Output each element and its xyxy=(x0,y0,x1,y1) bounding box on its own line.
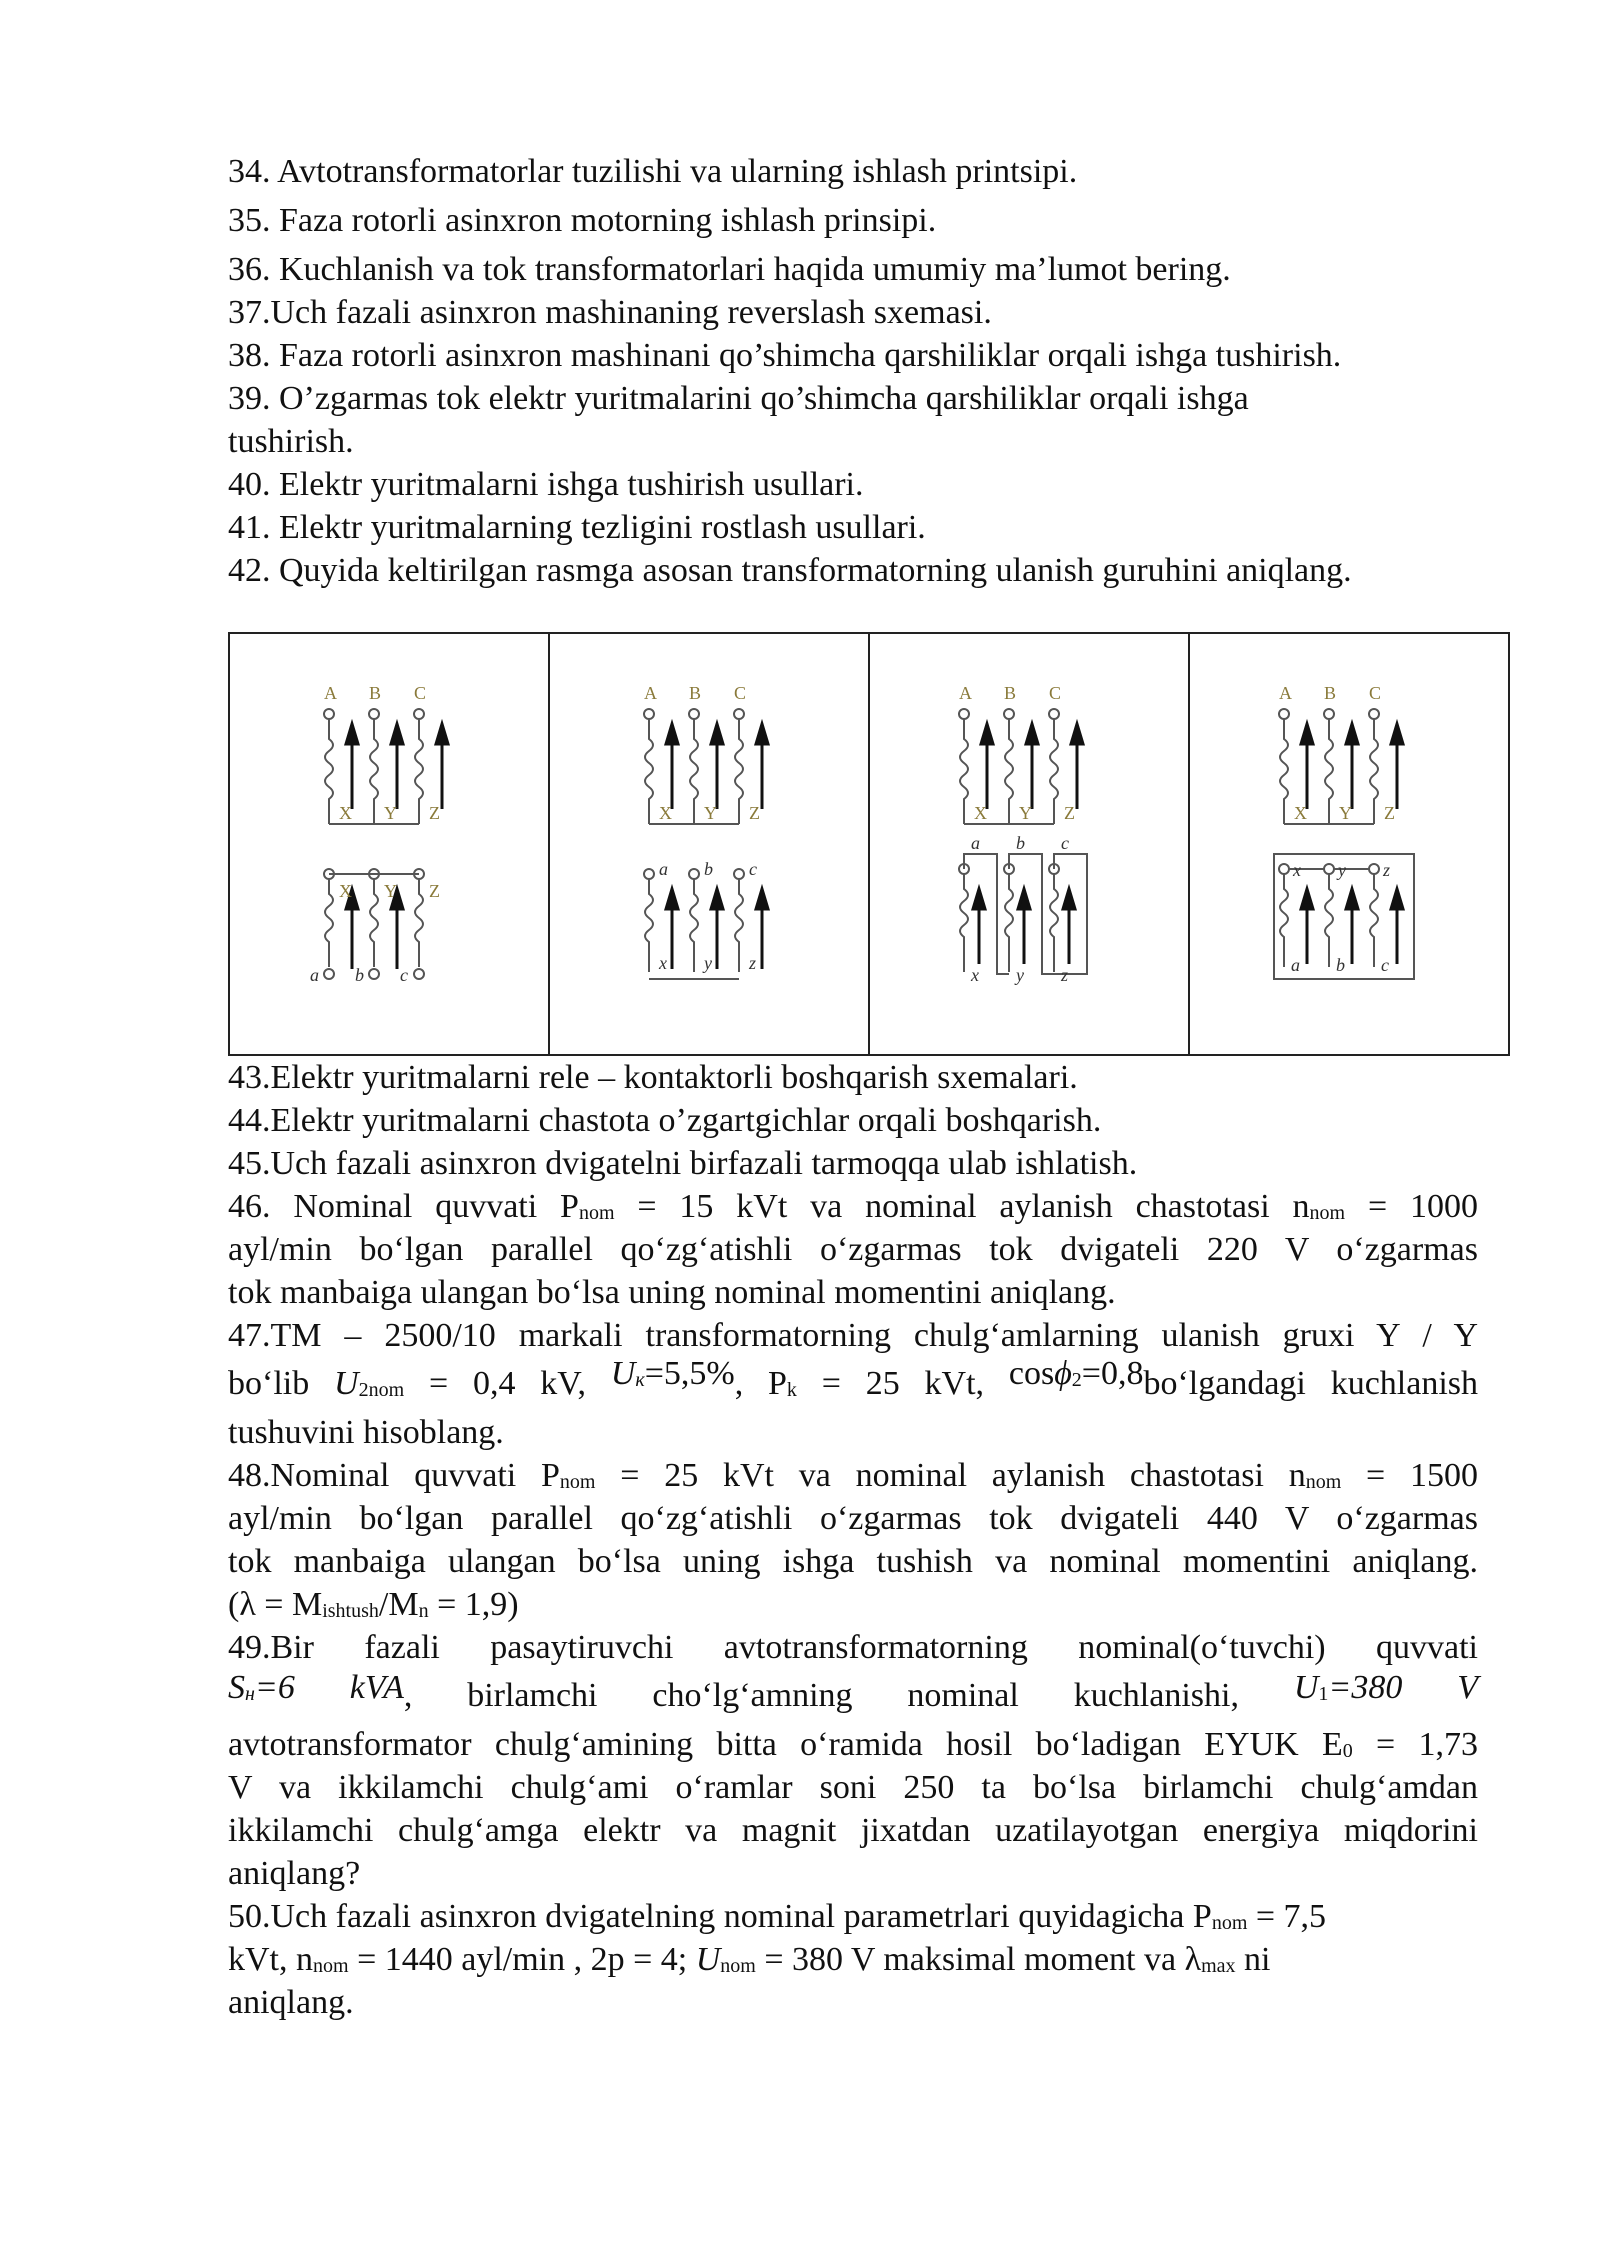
label-c: c xyxy=(749,859,757,879)
math-var: U xyxy=(610,1355,636,1392)
math-value: =5,5% xyxy=(644,1355,735,1392)
arrows-top xyxy=(981,724,1083,809)
label-b: b xyxy=(355,965,364,985)
math-var: ϕ xyxy=(1054,1355,1072,1392)
text: = 380 V maksimal moment va λ xyxy=(755,1941,1202,1978)
label-b: b xyxy=(1016,833,1025,853)
text: bo‘lgandagi kuchlanish xyxy=(1143,1365,1478,1402)
label-Z2: Z xyxy=(429,881,440,901)
label-z: z xyxy=(1383,860,1391,880)
text: = 25 kVt, xyxy=(796,1365,1009,1402)
label-B: B xyxy=(1324,683,1337,703)
label-A: A xyxy=(959,683,972,703)
arrows-bottom xyxy=(1301,889,1403,964)
arrows-bottom xyxy=(973,889,1075,964)
text: = 1000 xyxy=(1345,1188,1478,1225)
label-C: C xyxy=(1369,683,1382,703)
label-C: C xyxy=(414,683,427,703)
text: 48.Nominal quvvati P xyxy=(228,1457,560,1494)
text: , P xyxy=(734,1365,787,1402)
primary-labels xyxy=(324,683,426,703)
q48-line-3: tok manbaiga ulangan bo‘lsa uning ishga tushish va nominal momentini aniqlang. xyxy=(228,1543,1478,1580)
questions-list-mid xyxy=(228,1056,1478,1185)
q46-line-3: tok manbaiga ulangan bo‘lsa uning nominal momentini aniqlang. xyxy=(228,1274,1116,1311)
math-value: =6 kVA xyxy=(254,1669,404,1706)
q48-line-4 xyxy=(228,1583,1478,1626)
label-x: x xyxy=(659,953,667,973)
label-x: x xyxy=(971,965,979,985)
diagram-cell-2 xyxy=(549,633,869,1055)
list-item: 40. Elektr yuritmalarni ishga tushirish usullari. xyxy=(228,466,864,503)
label-a: a xyxy=(659,859,668,879)
q50-line-3: aniqlang. xyxy=(228,1984,354,2021)
subscript: nom xyxy=(559,1471,596,1493)
primary-labels xyxy=(1279,683,1381,703)
label-c: c xyxy=(1381,955,1389,975)
diagram-1 xyxy=(310,669,464,1019)
text: = 25 kVt va nominal aylanish chastotasi n xyxy=(595,1457,1306,1494)
subscript: 0 xyxy=(1342,1740,1353,1762)
subscript: nom xyxy=(1309,1202,1346,1224)
text: kVt, n xyxy=(228,1941,313,1978)
list-item: 45.Uch fazali asinxron dvigatelni birfazali tarmoqqa ulab ishlatish. xyxy=(228,1145,1138,1182)
text: (λ = M xyxy=(228,1586,323,1623)
subscript: 2 xyxy=(1071,1369,1082,1391)
q49-line-3 xyxy=(228,1723,1478,1766)
label-Z: Z xyxy=(1064,803,1075,823)
primary-end-labels xyxy=(1294,803,1395,823)
label-y: y xyxy=(1016,965,1024,985)
label-Y: Y xyxy=(1339,803,1352,823)
question-46 xyxy=(228,1185,1478,1314)
text: 50.Uch fazali asinxron dvigatelning nominal parametrlari quyidagicha P xyxy=(228,1898,1212,1935)
list-item: 35. Faza rotorli asinxron motorning ishlash prinsipi. xyxy=(228,202,937,239)
arrows-top xyxy=(346,724,448,809)
text: , birlamchi cho‘lg‘amning nominal kuchlanishi, xyxy=(403,1677,1239,1714)
label-c: c xyxy=(400,965,408,985)
label-x: x xyxy=(1293,860,1301,880)
subscript: nom xyxy=(720,1955,756,1977)
subscript: nom xyxy=(1305,1471,1342,1493)
q50-line-2 xyxy=(228,1938,1478,1981)
text: = 7,5 xyxy=(1247,1898,1327,1935)
list-item: 39. O’zgarmas tok elektr yuritmalarini qo’shimcha qarshiliklar orqali ishga xyxy=(228,380,1249,417)
q47-line-3: tushuvini hisoblang. xyxy=(228,1414,504,1451)
math-value: =0,8 xyxy=(1081,1355,1144,1392)
list-item: 42. Quyida keltirilgan rasmga asosan transformatorning ulanish guruhini aniqlang. xyxy=(228,552,1352,589)
transformer-diagrams-table xyxy=(228,632,1510,1056)
label-a: a xyxy=(1291,955,1300,975)
label-X: X xyxy=(339,803,352,823)
label-a: a xyxy=(971,833,980,853)
question-47 xyxy=(228,1314,1478,1454)
q46-line-1 xyxy=(228,1185,1478,1228)
text: bo‘lib xyxy=(228,1365,335,1402)
document-page xyxy=(228,150,1478,2024)
q47-line-2 xyxy=(228,1357,1478,1411)
list-item: 44.Elektr yuritmalarni chastota o’zgartgichlar orqali boshqarish. xyxy=(228,1102,1102,1139)
math-var: U xyxy=(695,1941,721,1978)
label-y: y xyxy=(704,953,712,973)
subscript: k xyxy=(786,1379,797,1401)
math-func: cos xyxy=(1008,1355,1055,1392)
label-Y: Y xyxy=(704,803,717,823)
q48-line-1 xyxy=(228,1454,1478,1497)
q49-line-5: ikkilamchi chulg‘amga elektr va magnit jixatdan uzatilayotgan energiya miqdorini xyxy=(228,1812,1478,1849)
label-a: a xyxy=(310,965,319,985)
text: = 1440 ayl/min , 2p = 4; xyxy=(348,1941,696,1978)
list-item: 43.Elektr yuritmalarni rele – kontaktorli boshqarish sxemalari. xyxy=(228,1059,1078,1096)
label-X: X xyxy=(974,803,987,823)
arrows-top xyxy=(1301,724,1403,809)
label-C: C xyxy=(734,683,747,703)
text: = 1500 xyxy=(1341,1457,1478,1494)
label-X: X xyxy=(659,803,672,823)
label-z: z xyxy=(749,953,757,973)
label-X2: X xyxy=(339,881,352,901)
primary-end-labels xyxy=(974,803,1075,823)
subscript: nom xyxy=(313,1955,349,1977)
q49-line-1: 49.Bir fazali pasaytiruvchi avtotransformatorning nominal(o‘tuvchi) quvvati xyxy=(228,1629,1478,1666)
question-49 xyxy=(228,1626,1478,1895)
q49-line-6: aniqlang? xyxy=(228,1855,361,1892)
q48-line-2: ayl/min bo‘lgan parallel qo‘zg‘atishli o‘zgarmas tok dvigateli 440 V o‘zgarmas xyxy=(228,1500,1478,1537)
diagram-4 xyxy=(1269,669,1429,1019)
q50-line-1 xyxy=(228,1895,1478,1938)
label-Y2: Y xyxy=(384,881,397,901)
subscript: к xyxy=(635,1369,645,1391)
primary-labels xyxy=(959,683,1061,703)
label-X: X xyxy=(1294,803,1307,823)
label-Y: Y xyxy=(1019,803,1032,823)
list-item: 36. Kuchlanish va tok transformatorlari haqida umumiy ma’lumot bering. xyxy=(228,251,1231,288)
diagram-3 xyxy=(949,669,1109,1019)
label-z: z xyxy=(1061,965,1069,985)
subscript: nom xyxy=(1211,1912,1248,1934)
label-A: A xyxy=(644,683,657,703)
arrows-top xyxy=(666,724,768,809)
diagram-cell-1 xyxy=(229,633,549,1055)
diagram-2 xyxy=(634,669,784,1019)
question-48 xyxy=(228,1454,1478,1626)
label-A: A xyxy=(324,683,337,703)
text: /M xyxy=(378,1586,419,1623)
list-item: 37.Uch fazali asinxron mashinaning reverslash sxemasi. xyxy=(228,294,992,331)
text: 46. Nominal quvvati P xyxy=(228,1188,579,1225)
subscript: 2nom xyxy=(358,1379,405,1401)
math-value: =380 V xyxy=(1328,1669,1478,1706)
label-B: B xyxy=(369,683,382,703)
primary-end-labels xyxy=(659,803,760,823)
math-var: U xyxy=(1293,1669,1319,1706)
list-item: 41. Elektr yuritmalarning tezligini rostlash usullari. xyxy=(228,509,926,546)
label-b: b xyxy=(704,859,713,879)
secondary-upper-labels xyxy=(971,833,1069,853)
subscript: н xyxy=(245,1683,255,1705)
diagram-cell-4 xyxy=(1189,633,1509,1055)
list-item: 38. Faza rotorli asinxron mashinani qo’shimcha qarshiliklar orqali ishga tushirish. xyxy=(228,337,1342,374)
label-b: b xyxy=(1336,955,1345,975)
question-50 xyxy=(228,1895,1478,2024)
diagram-cell-3 xyxy=(869,633,1189,1055)
text: ni xyxy=(1235,1941,1271,1978)
text: = 15 kVt va nominal aylanish chastotasi n xyxy=(614,1188,1310,1225)
math-var: S xyxy=(228,1669,245,1706)
math-var: U xyxy=(334,1365,359,1402)
text: = 1,73 xyxy=(1352,1726,1478,1763)
label-A: A xyxy=(1279,683,1292,703)
label-Z: Z xyxy=(1384,803,1395,823)
q49-line-2 xyxy=(228,1669,1478,1723)
primary-labels xyxy=(644,683,746,703)
label-C: C xyxy=(1049,683,1062,703)
questions-list-top xyxy=(228,150,1478,592)
q49-line-4: V va ikkilamchi chulg‘ami o‘ramlar soni 250 ta bo‘lsa birlamchi chulg‘amdan xyxy=(228,1769,1478,1806)
label-B: B xyxy=(1004,683,1017,703)
q47-line-1: 47.TM – 2500/10 markali transformatorning chulg‘amlarning ulanish gruxi Y / Y xyxy=(228,1317,1478,1354)
q46-line-2: ayl/min bo‘lgan parallel qo‘zg‘atishli o‘zgarmas tok dvigateli 220 V o‘zgarmas xyxy=(228,1231,1478,1268)
subscript: n xyxy=(418,1600,429,1622)
label-Z: Z xyxy=(429,803,440,823)
list-item: tushirish. xyxy=(228,423,354,460)
text: avtotransformator chulg‘amining bitta o‘ramida hosil bo‘ladigan EYUK E xyxy=(228,1726,1343,1763)
text: = 0,4 kV, xyxy=(404,1365,611,1402)
text: = 1,9) xyxy=(428,1586,519,1623)
subscript: max xyxy=(1201,1955,1236,1977)
label-B: B xyxy=(689,683,702,703)
list-item: 34. Avtotransformatorlar tuzilishi va ularning ishlash printsipi. xyxy=(228,153,1078,190)
subscript: nom xyxy=(578,1202,615,1224)
primary-end-labels xyxy=(339,803,440,823)
subscript: ishtush xyxy=(322,1600,379,1622)
label-Y: Y xyxy=(384,803,397,823)
label-c: c xyxy=(1061,833,1069,853)
subscript: 1 xyxy=(1318,1683,1329,1705)
label-y: y xyxy=(1338,860,1346,880)
label-Z: Z xyxy=(749,803,760,823)
